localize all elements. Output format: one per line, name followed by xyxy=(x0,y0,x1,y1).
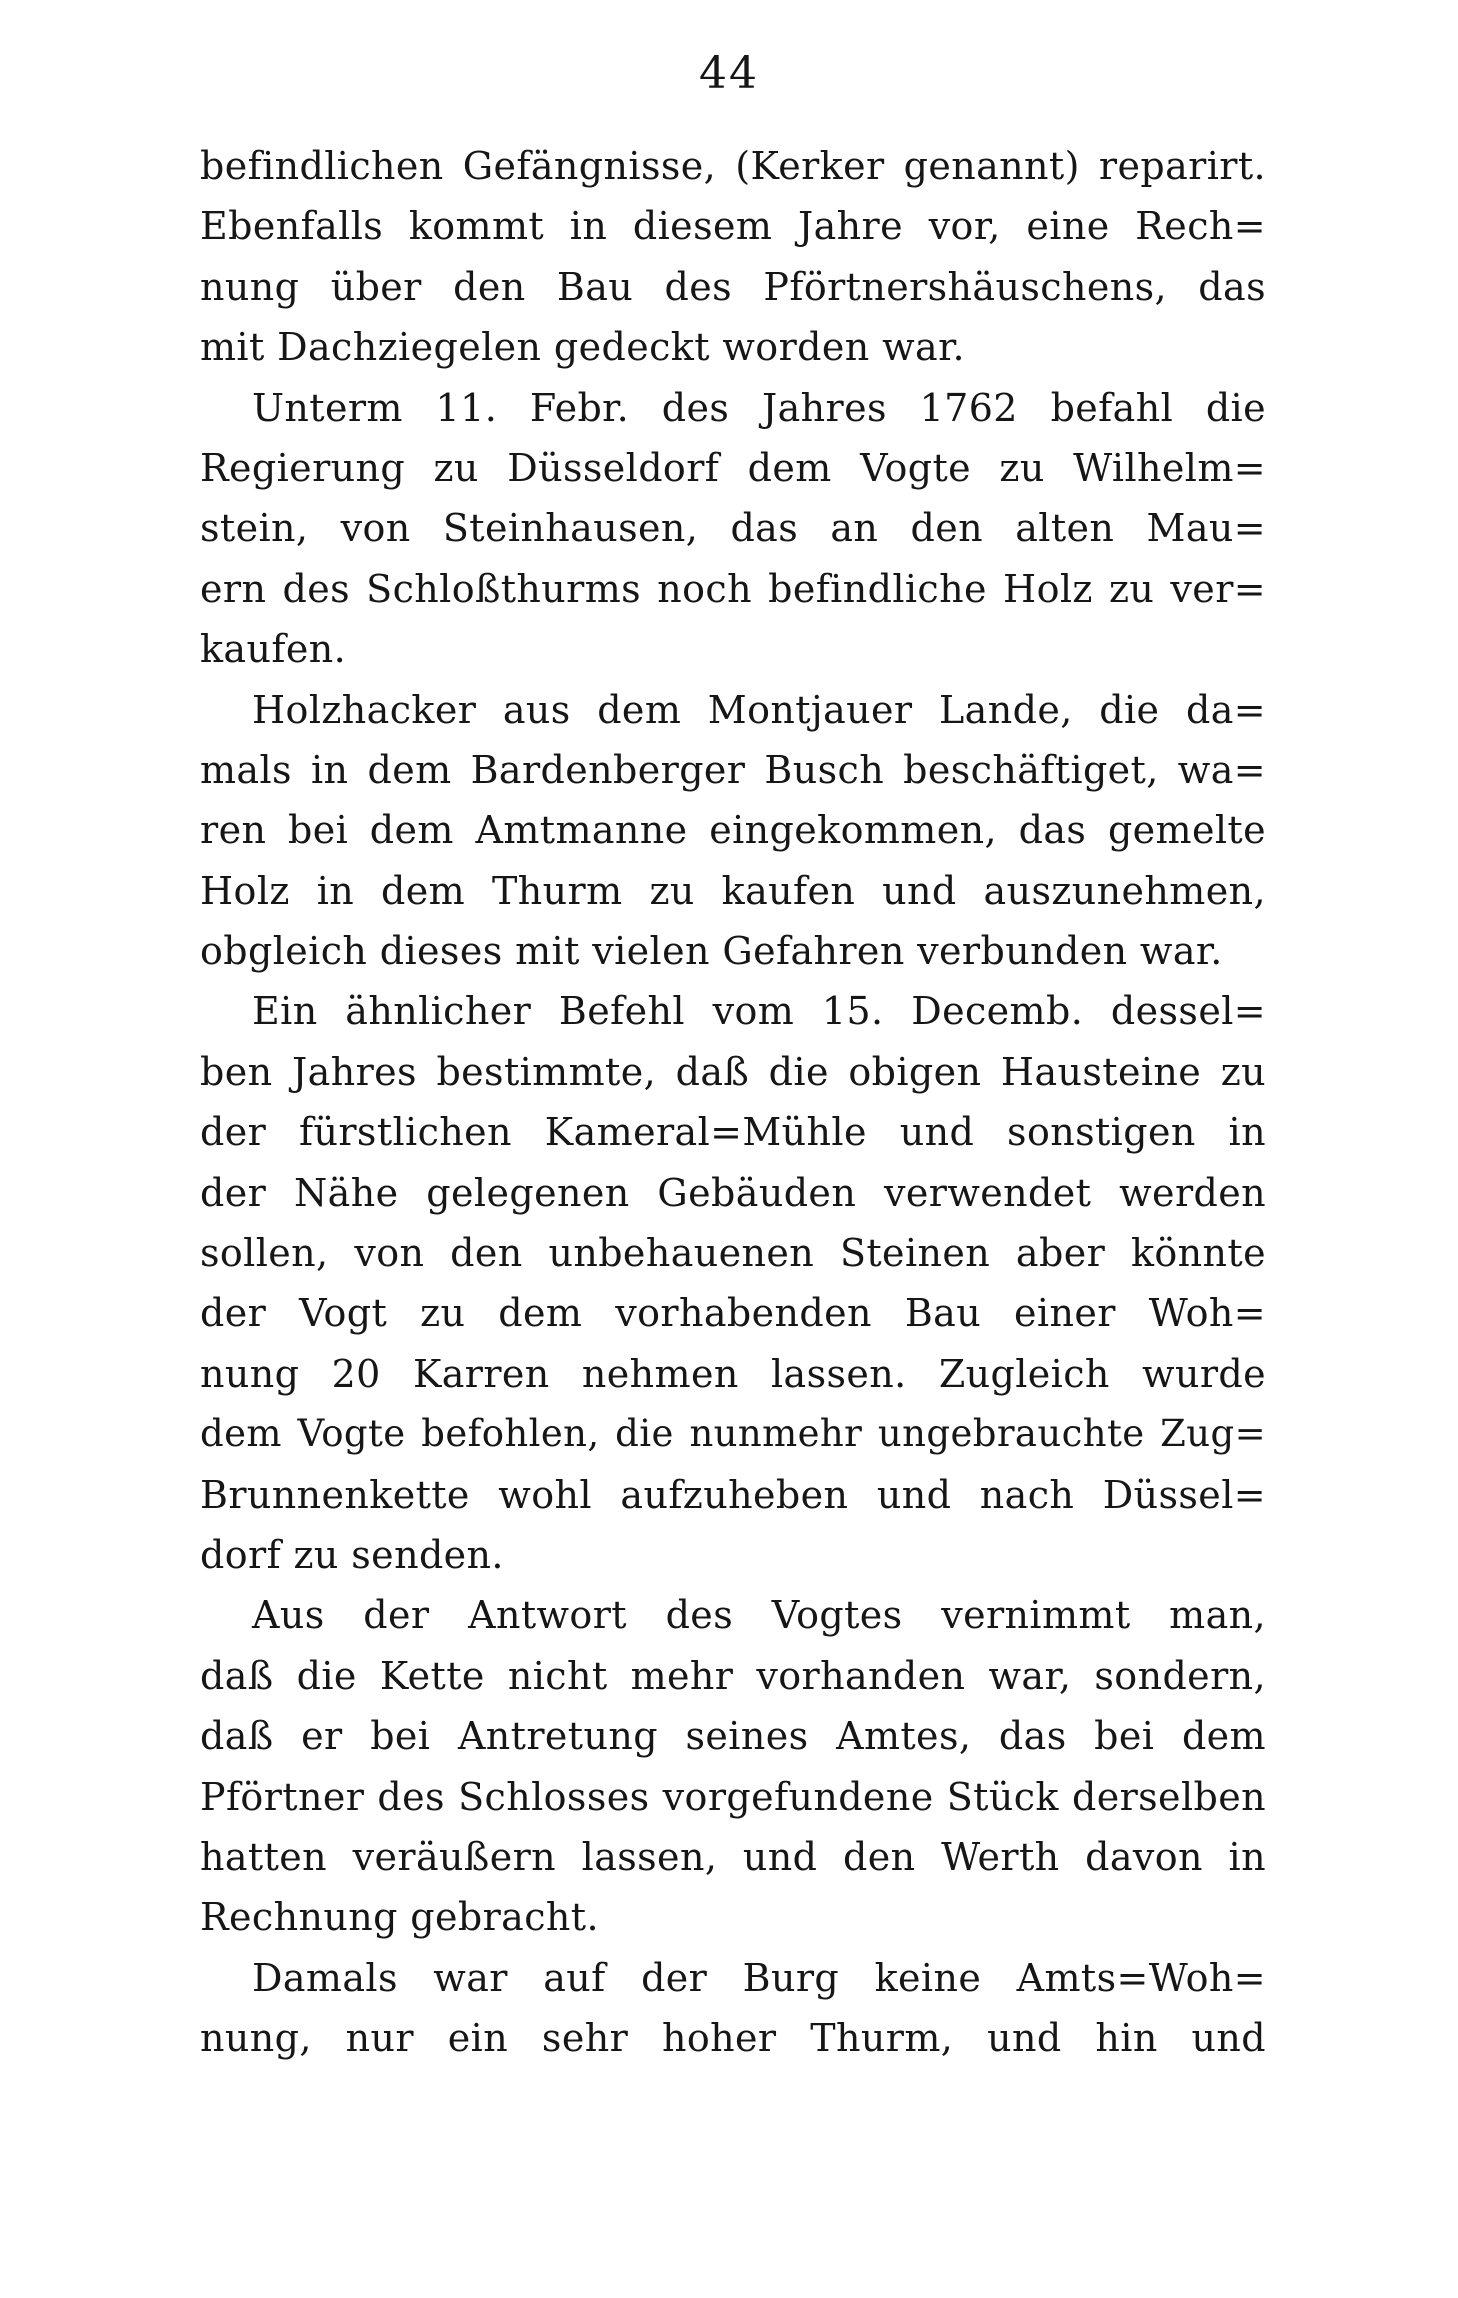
text-line: ben Jahres bestimmte, daß die obigen Hausteine zu xyxy=(200,1049,1266,1094)
paragraph-1 xyxy=(200,136,1266,378)
text-line: der Vogt zu dem vorhabenden Bau einer Woh= xyxy=(200,1291,1266,1336)
text-line: mit Dachziegelen gedeckt worden war. xyxy=(200,325,965,370)
paragraph-3 xyxy=(200,680,1266,982)
text-line: Holzhacker aus dem Montjauer Lande, die da= xyxy=(252,687,1266,732)
text-line: Ebenfalls kommt in diesem Jahre vor, eine Rech= xyxy=(200,204,1266,249)
text-line: Regierung zu Düsseldorf dem Vogte zu Wilhelm= xyxy=(200,445,1266,490)
text-line: Ein ähnlicher Befehl vom 15. Decemb. dessel= xyxy=(252,989,1266,1034)
text-line: der Nähe gelegenen Gebäuden verwendet werden xyxy=(200,1170,1266,1215)
text-line: ren bei dem Amtmanne eingekommen, das gemelte xyxy=(200,808,1266,853)
text-line: nung, nur ein sehr hoher Thurm, und hin und xyxy=(200,2016,1266,2061)
text-line: daß er bei Antretung seines Amtes, das bei dem xyxy=(200,1714,1266,1759)
text-line: Rechnung gebracht. xyxy=(200,1895,599,1940)
text-line: Brunnenkette wohl aufzuheben und nach Düssel= xyxy=(200,1472,1266,1517)
text-line: ern des Schloßthurms noch befindliche Holz zu ver= xyxy=(200,566,1266,611)
body-text xyxy=(200,136,1266,2069)
text-line: dem Vogte befohlen, die nunmehr ungebrauchte Zug= xyxy=(200,1412,1266,1456)
text-line: stein, von Steinhausen, das an den alten Mau= xyxy=(200,506,1266,551)
page-number: 44 xyxy=(699,48,759,99)
text-line: Pförtner des Schlosses vorgefundene Stück derselben xyxy=(200,1774,1266,1819)
text-line: Holz in dem Thurm zu kaufen und auszunehmen, xyxy=(200,868,1266,913)
text-line: hatten veräußern lassen, und den Werth davon in xyxy=(200,1834,1266,1879)
text-line: nung über den Bau des Pförtnershäuschens, das xyxy=(200,264,1266,309)
text-line: Unterm 11. Febr. des Jahres 1762 befahl die xyxy=(252,385,1266,430)
text-line: kaufen. xyxy=(200,627,347,672)
text-line: dorf zu senden. xyxy=(200,1532,504,1577)
text-line: daß die Kette nicht mehr vorhanden war, sondern, xyxy=(200,1653,1266,1698)
text-line: sollen, von den unbehauenen Steinen aber könnte xyxy=(200,1231,1266,1276)
paragraph-6 xyxy=(200,1948,1266,2069)
text-line: der fürstlichen Kameral=Mühle und sonstigen in xyxy=(200,1110,1266,1155)
text-line: Aus der Antwort des Vogtes vernimmt man, xyxy=(252,1593,1266,1638)
paragraph-2 xyxy=(200,378,1266,680)
paragraph-4 xyxy=(200,981,1266,1585)
paragraph-5 xyxy=(200,1585,1266,1947)
text-line: obgleich dieses mit vielen Gefahren verbunden war. xyxy=(200,929,1223,974)
text-line: befindlichen Gefängnisse, (Kerker genannt) reparirt. xyxy=(200,144,1266,188)
text-line: mals in dem Bardenberger Busch beschäftiget, wa= xyxy=(200,747,1266,792)
text-line: nung 20 Karren nehmen lassen. Zugleich wurde xyxy=(200,1351,1266,1396)
text-line: Damals war auf der Burg keine Amts=Woh= xyxy=(252,1955,1266,2000)
